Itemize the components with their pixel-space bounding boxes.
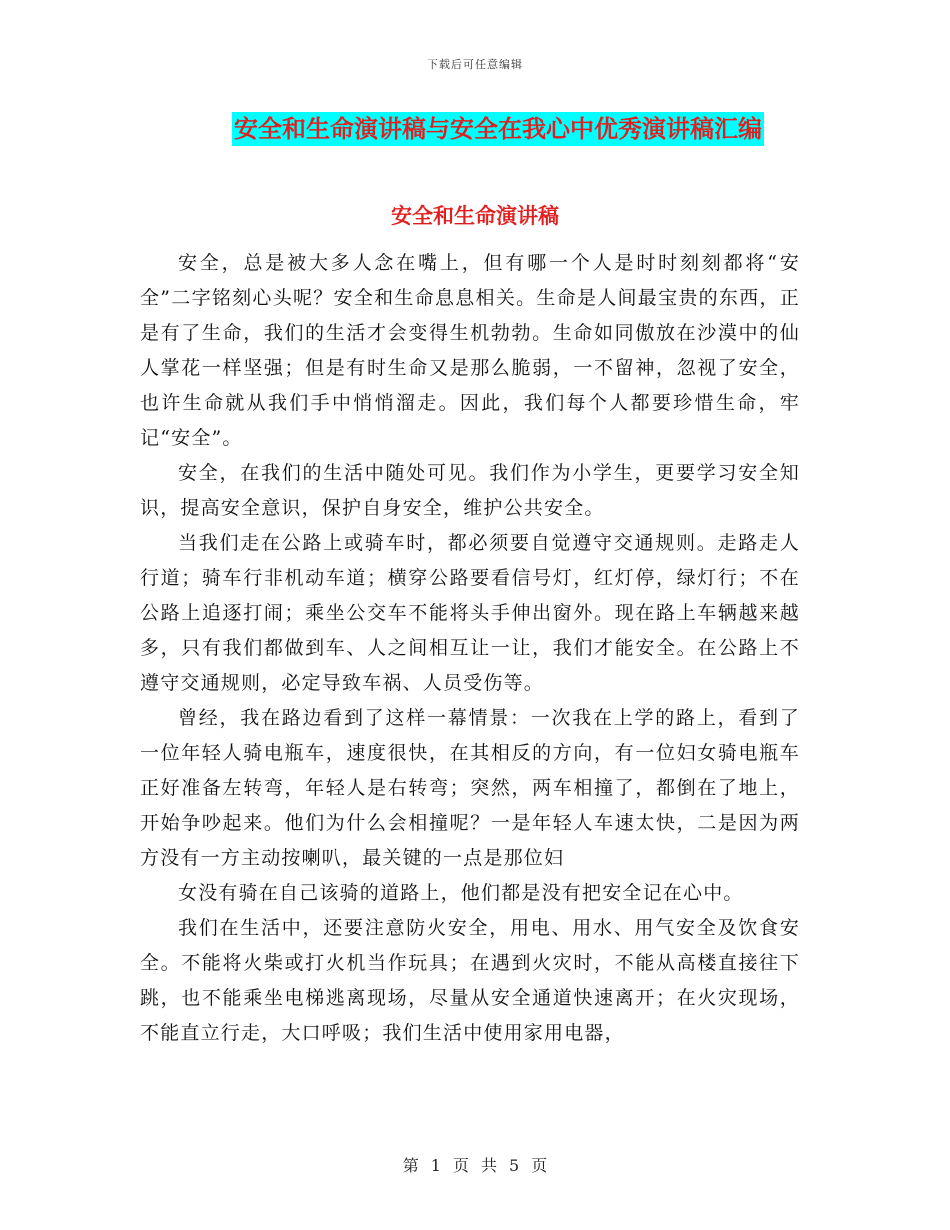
footer-page-number: 1: [430, 1156, 441, 1175]
page-footer: [0, 1153, 950, 1176]
paragraph-3: 当我们走在公路上或骑车时，都必须要自觉遵守交通规则。走路走人行道；骑车行非机动车道；横穿公路要看信号灯，红灯停，绿灯行；不在公路上追逐打闹；乘坐公交车不能将头手伸出窗外。现在路上车辆越来越多，只有我们都做到车、人之间相互让一让，我们才能安全。在公路上不遵守交通规则，必定导致车祸、人员受伤等。: [140, 532, 800, 694]
footer-di: 第: [402, 1156, 419, 1175]
body-text: [140, 246, 800, 1051]
paragraph-2: 安全，在我们的生活中随处可见。我们作为小学生，更要学习安全知识，提高安全意识，保护自身安全，维护公共安全。: [140, 462, 800, 519]
header-note: 下载后可任意编辑: [427, 58, 523, 71]
footer-ye: 页: [452, 1156, 469, 1175]
footer-gong: 共: [481, 1156, 498, 1175]
doc-title: 安全和生命演讲稿与安全在我心中优秀演讲稿汇编: [232, 112, 764, 146]
doc-title-container: [0, 112, 950, 146]
paragraph-6: 我们在生活中，还要注意防火安全，用电、用水、用气安全及饮食安全。不能将火柴或打火机当作玩具；在遇到火灾时，不能从高楼直接往下跳，也不能乘坐电梯逃离现场，尽量从安全通道快速离开；在火灾现场，不能直立行走，大口呼吸；我们生活中使用家用电器，: [140, 917, 800, 1044]
footer-ye-2: 页: [531, 1156, 548, 1175]
paragraph-1: 安全，总是被大多人念在嘴上，但有哪一个人是时时刻刻都将“安全”二字铭刻心头呢？安全和生命息息相关。生命是人间最宝贵的东西，正是有了生命，我们的生活才会变得生机勃勃。生命如同傲放在沙漠中的仙人掌花一样坚强；但是有时生命又是那么脆弱，一不留神，忽视了安全，也许生命就从我们手中悄悄溜走。因此，我们每个人都要珍惜生命，牢记“安全”。: [140, 252, 800, 449]
paragraph-4: 曾经，我在路边看到了这样一幕情景：一次我在上学的路上，看到了一位年轻人骑电瓶车，速度很快，在其相反的方向，有一位妇女骑电瓶车正好准备左转弯，年轻人是右转弯；突然，两车相撞了，都倒在了地上，开始争吵起来。他们为什么会相撞呢？一是年轻人车速太快，二是因为两方没有一方主动按喇叭，最关键的一点是那位妇: [140, 707, 800, 869]
section-title: 安全和生命演讲稿: [391, 204, 559, 228]
paragraph-5: 女没有骑在自己该骑的道路上，他们都是没有把安全记在心中。: [178, 882, 744, 904]
footer-total-pages: 5: [509, 1156, 520, 1175]
